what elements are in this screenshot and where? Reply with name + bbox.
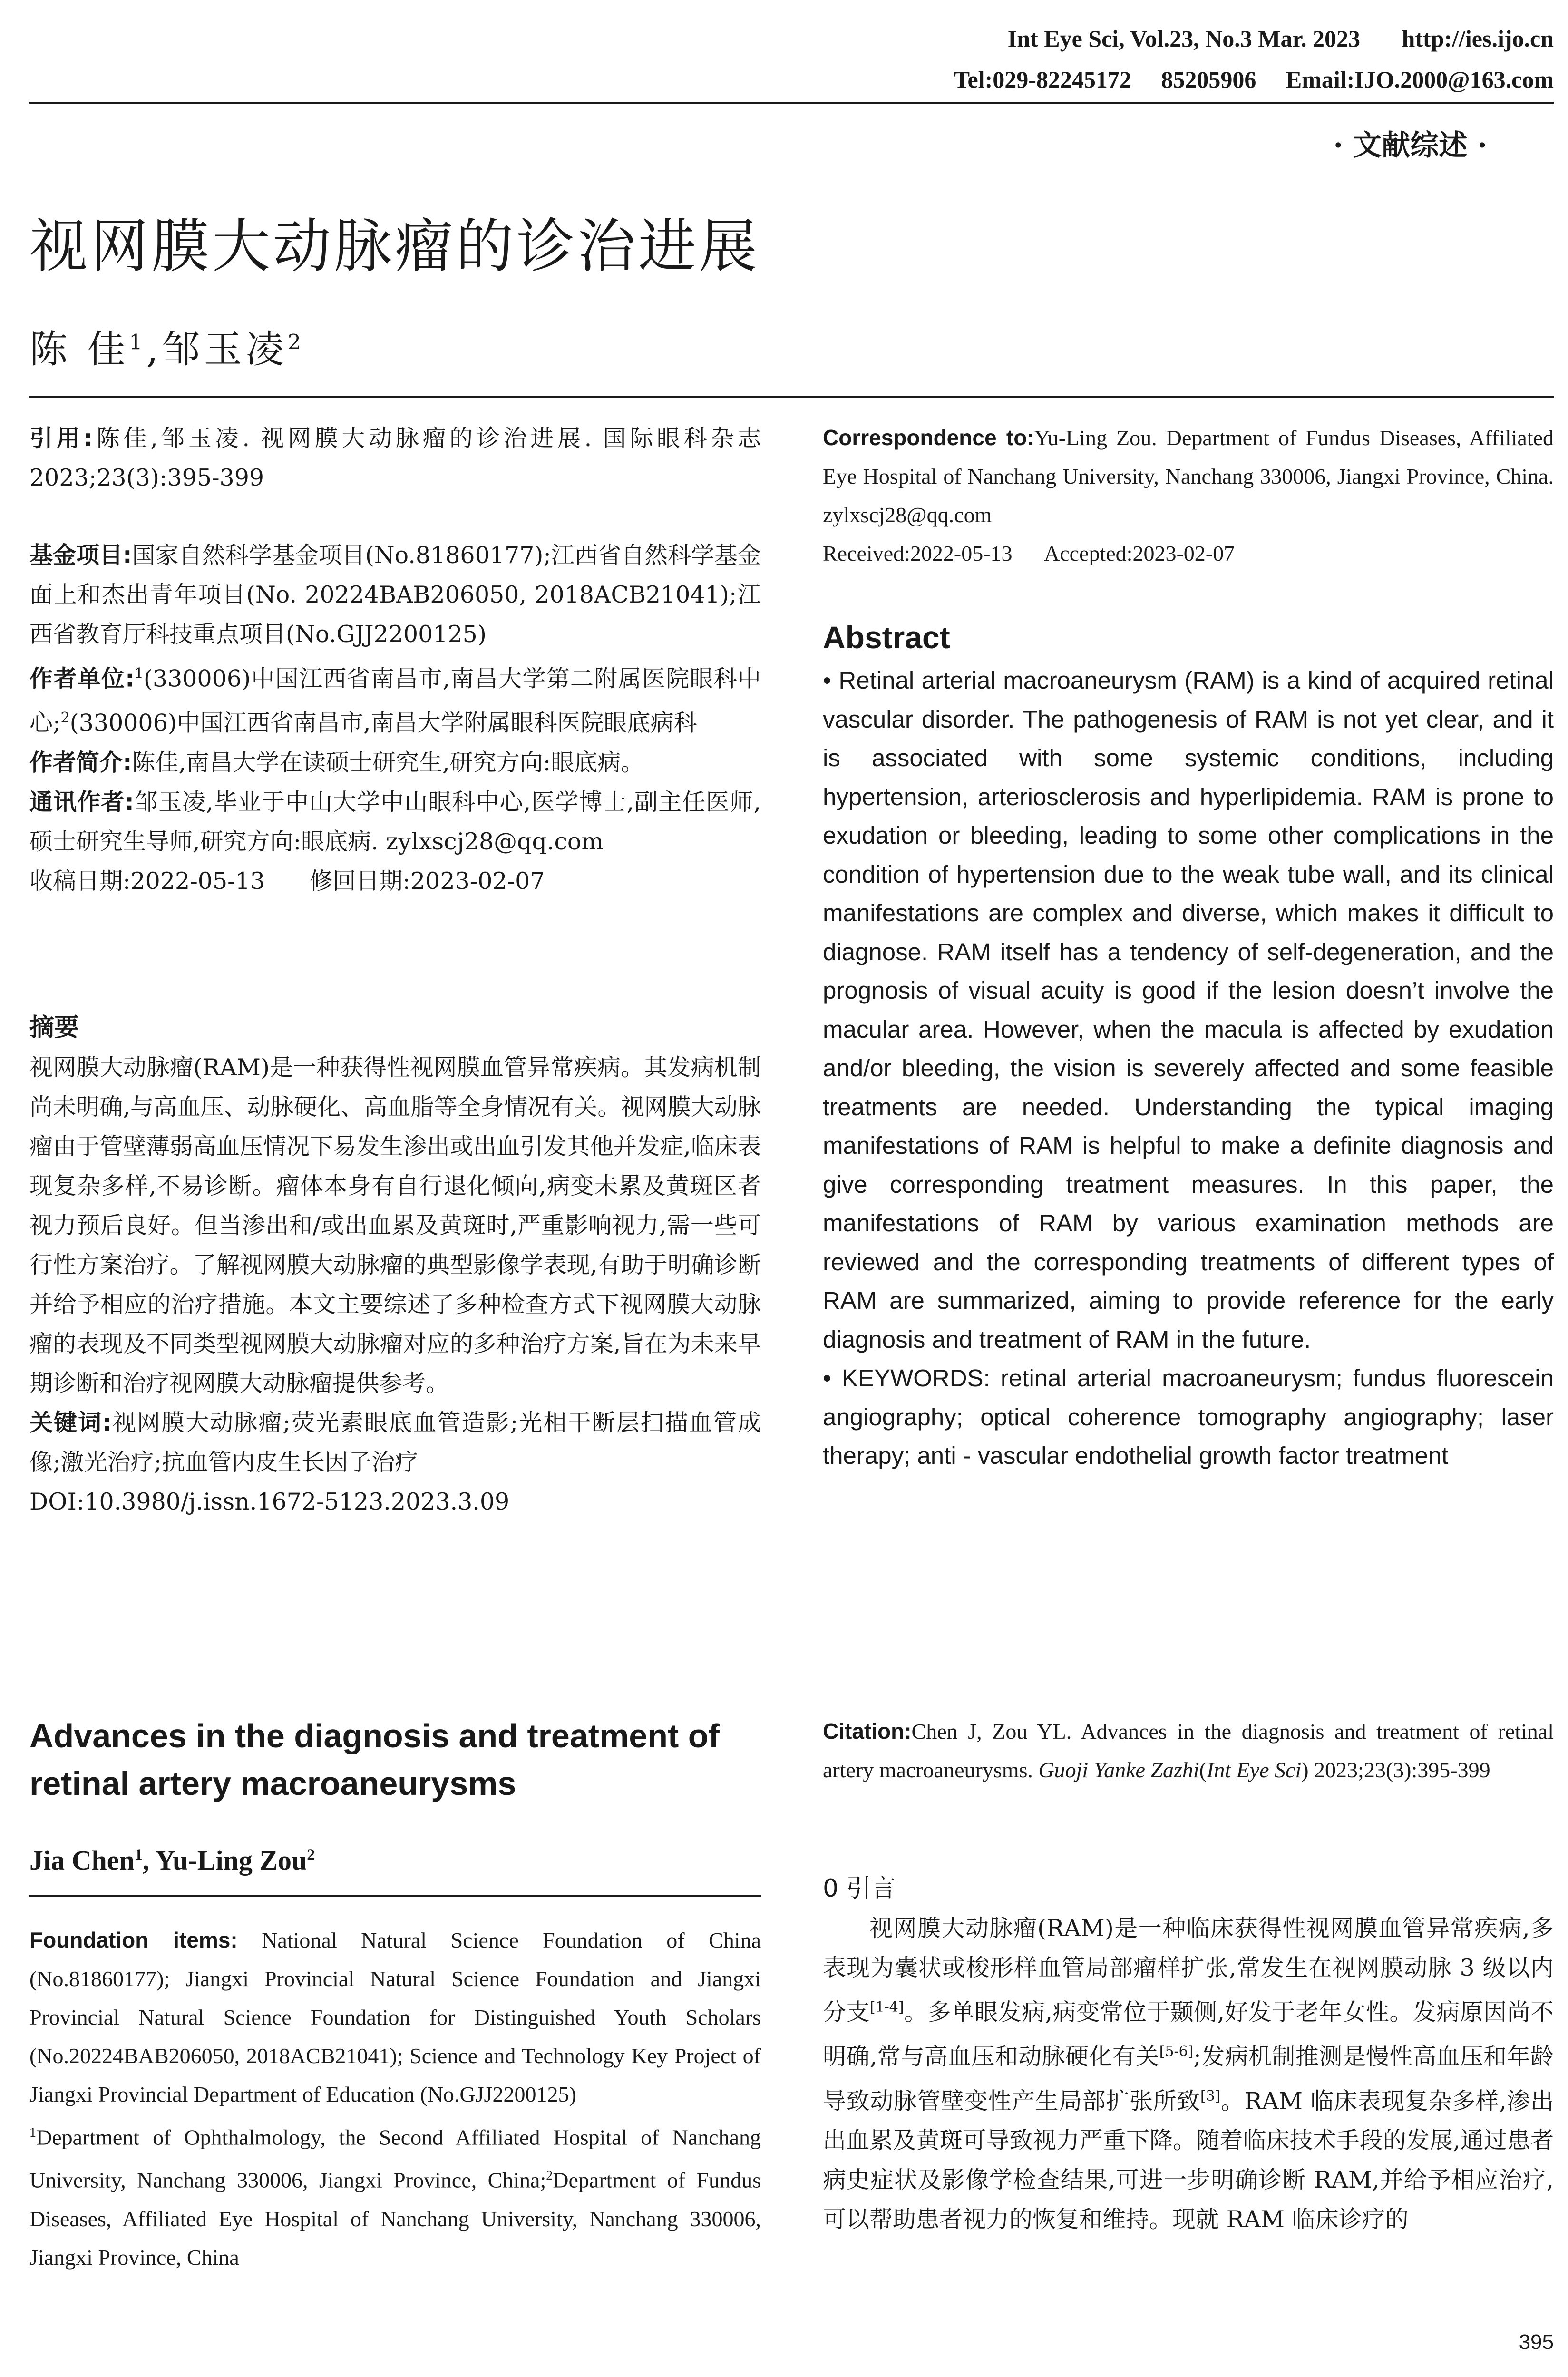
affiliation-label: 作者单位: [29,665,135,692]
keywords-text: 视网膜大动脉瘤;荧光素眼底血管造影;光相干断层扫描血管成像;激光治疗;抗血管内皮生长因子治疗 [29,1409,761,1476]
citation-text: 陈佳,邹玉凌. 视网膜大动脉瘤的诊治进展. 国际眼科杂志 2023;23(3):395-399 [29,425,761,491]
title-rule [29,396,1554,398]
authors-en [29,1844,761,1876]
spacer [29,497,761,536]
affiliation-sup-1: 1 [134,665,144,682]
right-column-correspondence [823,419,1554,573]
abstract-text-en: • Retinal arterial macroaneurysm (RAM) is a kind of acquired retinal vascular disorder. The pathogenesis of RAM is not yet clear, and it is associated with some systemic conditions, including hypertension, arteriosclerosis and hyperlipidemia. RAM is prone to exudation or bleeding, leading to some other complications in the condition of hypertension due to the weak tube wall, and its clinical manifestations are complex and diverse, which makes it difficult to diagnose. RAM itself has a tendency of self-degeneration, and the prognosis of visual acuity is good if the lesion doesn’t involve the macular area. However, when the macula is affected by exudation and/or bleeding, the vision is severely affected and some feasible treatments are needed. Understanding the typical imaging manifestations of RAM is helpful to make a definite diagnosis and give corresponding treatment measures. In this paper, the manifestations of RAM by various examination methods are reviewed and the corresponding treatments of different types of RAM are summarized, aiming to provide reference for the early diagnosis and treatment of RAM in the future. [823,667,1554,1353]
author-separator: , [146,327,162,371]
intro-text-1: 视网膜大动脉瘤(RAM)是一种临床获得性视网膜血管异常疾病,多表现为囊状或梭形样血管局部瘤样扩张,常发生在视网膜动脉 3 级以内分支 [823,1915,1554,2026]
authors-cn [29,319,305,373]
fund-label: 基金项目: [29,542,132,569]
affiliation-text-1: (330006)中国江西省南昌市,南昌大学第二附属医院眼科中心; [29,665,761,737]
corresponding-label: 通讯作者: [29,788,134,816]
intro-heading: 0 引言 [823,1874,896,1903]
author-1: 陈 佳 [29,327,129,371]
left-column-english [29,1712,761,2277]
dates-en: Received:2022-05-13 Accepted:2023-02-07 [823,541,1235,565]
author-bio-cn [29,743,761,782]
intro-paragraph [823,1909,1554,2239]
affiliation-en-text-2: Department of Fundus Diseases, Affiliated Eye Hospital of Nanchang University, Nanchang 330006, Jiangxi Province, China [29,2168,761,2270]
dates-cn: 收稿日期:2022-05-13 修回日期:2023-02-07 [29,867,545,895]
citation-en [823,1712,1554,1789]
fund-text: 国家自然科学基金项目(No.81860177);江西省自然科学基金面上和杰出青年项目(No. 20224BAB206050, 2018ACB21041);江西省教育厅科技重点项目(No.GJJ2200125) [29,542,761,648]
author-1-affil: 1 [129,330,146,355]
corresponding-text: 邹玉凌,毕业于中山大学中山眼科中心,医学博士,副主任医师,硕士研究生导师,研究方向:眼底病. zylxscj28@qq.com [29,788,761,855]
author-2-en-affil: 2 [307,1846,315,1864]
affiliation-sup-2: 2 [60,710,70,727]
abstract-text-cn: 视网膜大动脉瘤(RAM)是一种获得性视网膜血管异常疾病。其发病机制尚未明确,与高血压、动脉硬化、高血脂等全身情况有关。视网膜大动脉瘤由于管壁薄弱高血压情况下易发生渗出或出血引发其他并发症,临床表现复杂多样,不易诊断。瘤体本身有自行退化倾向,病变未累及黄斑区者视力预后良好。但当渗出和/或出血累及黄斑时,严重影响视力,需一些可行性方案治疗。了解视网膜大动脉瘤的典型影像学表现,有助于明确诊断并给予相应的治疗措施。本文主要综述了多种检查方式下视网膜大动脉瘤的表现及不同类型视网膜大动脉瘤对应的多种治疗方案,旨在为未来早期诊断和治疗视网膜大动脉瘤提供参考。 [29,1054,761,1397]
affiliation-text-2: (330006)中国江西省南昌市,南昌大学附属眼科医院眼底病科 [69,709,697,737]
intro-text-3: ;发病机制推测是慢性高血压和年龄导致动脉管壁变性产生局部扩张所致 [823,2043,1554,2114]
english-rule [29,1895,761,1897]
right-column-citation [823,1712,1554,1789]
foundation-items-en [29,1921,761,2114]
affiliation-cn [29,654,761,743]
intro-text-2: 。多单眼发病,病变常位于颞侧,好发于老年女性。发病原因尚不明确,常与高血压和动脉硬化有关 [823,1998,1554,2070]
correspondence-text: Yu-Ling Zou. Department of Fundus Diseases, Affiliated Eye Hospital of Nanchang University, Nanchang 330006, Jiangxi Province, China. zylxscj28@qq.com [823,426,1554,527]
author-separator-en: , [142,1845,156,1876]
citation-en-journal-2: Int Eye Sci [1207,1758,1302,1782]
page-number: 395 [1519,2330,1554,2354]
intro-ref-3: [3] [1200,2087,1221,2104]
author-2-en: Yu-Ling Zou [155,1845,307,1876]
left-column-abstract [29,1008,761,1521]
correspondence-label: Correspondence to: [823,425,1034,450]
affiliation-en-text-1: Department of Ophthalmology, the Second Affiliated Hospital of Nanchang University, Nanchang 330006, Jiangxi Province, China; [29,2125,761,2192]
intro-ref-2: [5-6] [1159,2043,1194,2060]
author-1-en-affil: 1 [134,1846,143,1864]
keywords-label: 关键词: [29,1409,112,1436]
column-tag: · 文献综述 · [1333,129,1487,162]
correspondence-en [823,419,1554,534]
citation-en-text: Chen J, Zou YL. Advances in the diagnosis and treatment of retinal artery macroaneurysms. [823,1719,1554,1782]
left-column-front-matter [29,419,761,901]
keywords-cn [29,1403,761,1482]
author-2: 邹玉凌 [162,327,288,371]
doi: DOI:10.3980/j.issn.1672-5123.2023.3.09 [29,1488,510,1515]
affiliation-en [29,2114,761,2277]
header-rule [29,102,1554,104]
corresponding-author-cn [29,782,761,861]
citation-en-label: Citation: [823,1719,912,1744]
affiliation-en-sup-1: 1 [29,2125,36,2140]
abstract-heading-cn: 摘要 [29,1013,79,1042]
bio-text: 陈佳,南昌大学在读硕士研究生,研究方向:眼底病。 [132,749,644,776]
contact-header-line: Tel:029-82245172 85205906 Email:IJO.2000@163.com [954,66,1554,93]
journal-header-line: Int Eye Sci, Vol.23, No.3 Mar. 2023 http://ies.ijo.cn [1007,25,1554,52]
right-column-abstract [823,614,1554,1475]
foundation-text: National Natural Science Foundation of China (No.81860177); Jiangxi Provincial Natural Science Foundation and Jiangxi Provincial Natural Science Foundation for Distinguished Youth Scholars (No.20224BAB206050, 2018ACB21041); Science and Technology Key Project of Jiangxi Provincial Department of Education (No.GJJ2200125) [29,1928,761,2106]
author-1-en: Jia Chen [29,1845,135,1876]
citation-label: 引用: [29,425,93,452]
citation-en-paren: ( [1199,1758,1207,1782]
affiliation-en-sup-2: 2 [546,2168,553,2183]
intro-ref-1: [1-4] [869,1999,904,2016]
right-column-introduction [823,1869,1554,2239]
abstract-heading-en: Abstract [823,620,950,655]
article-title-en: Advances in the diagnosis and treatment of retinal artery macroaneurysms [29,1717,720,1802]
fund-cn [29,536,761,654]
foundation-label: Foundation items: [29,1928,238,1952]
author-2-affil: 2 [287,330,305,355]
citation-en-text-2: ) 2023;23(3):395-399 [1301,1758,1490,1782]
keywords-en: • KEYWORDS: retinal arterial macroaneurysm; fundus fluorescein angiography; optical coherence tomography angiography; laser therapy; anti - vascular endothelial growth factor treatment [823,1364,1554,1469]
intro-text-4: 。RAM 临床表现复杂多样,渗出出血累及黄斑可导致视力严重下降。随着临床技术手段的发展,通过患者病史症状及影像学检查结果,可进一步明确诊断 RAM,并给予相应治疗,可以帮助患者视力的恢复和维持。现就 RAM 临床诊疗的 [823,2087,1554,2233]
citation-cn [29,419,761,497]
article-title-cn: 视网膜大动脉瘤的诊治进展 [29,213,760,280]
bio-label: 作者简介: [29,749,132,776]
citation-en-journal: Guoji Yanke Zazhi [1038,1758,1199,1782]
